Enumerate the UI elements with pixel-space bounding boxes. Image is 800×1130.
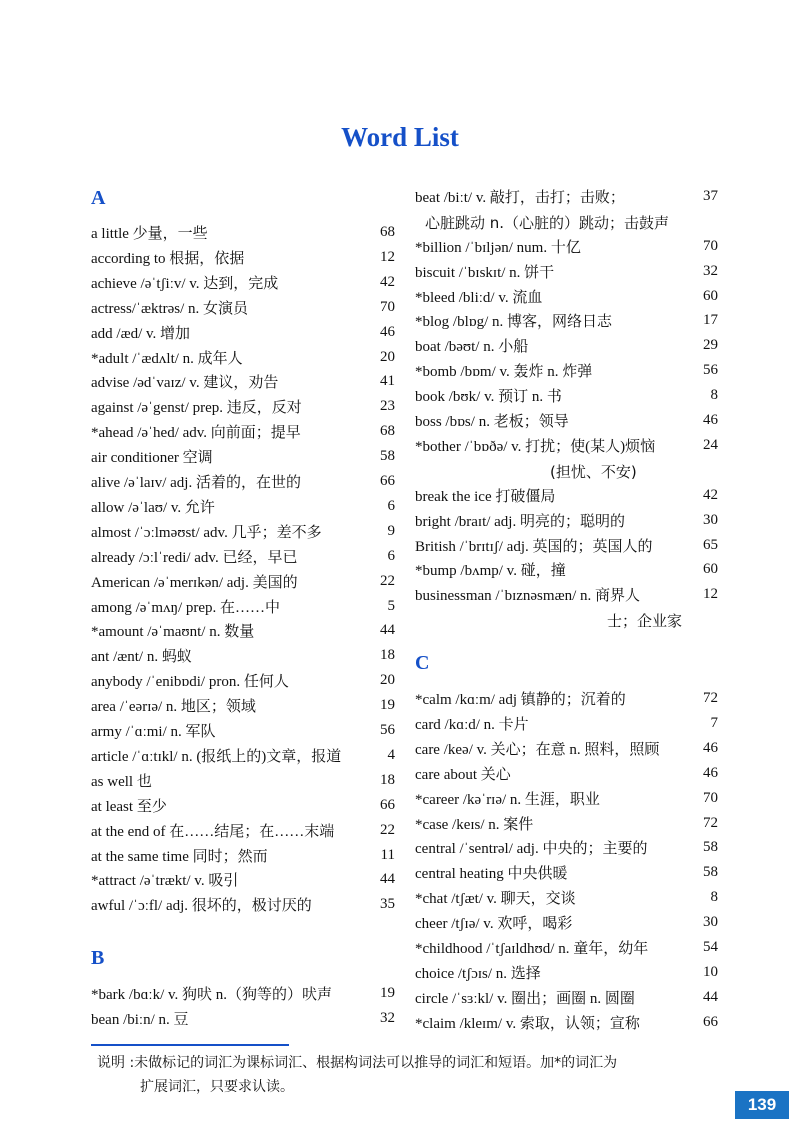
word-entry: [415, 359, 718, 381]
word-entry: [91, 595, 395, 617]
word-entry: [91, 794, 395, 816]
entry-page-number: 60: [703, 560, 718, 577]
word-entry: [91, 495, 395, 517]
word-entry: [415, 409, 718, 431]
entry-page-number: 32: [380, 1009, 395, 1026]
entry-page-number: 70: [703, 789, 718, 806]
word-entry: [91, 868, 395, 890]
entry-page-number: 42: [380, 273, 395, 290]
entry-word: biscuit /ˈbɪskɪt/ n. 饼干: [415, 264, 555, 281]
word-entry: [415, 986, 718, 1008]
entry-page-number: 70: [380, 298, 395, 315]
entry-page-number: 12: [380, 248, 395, 265]
entry-word: ant /ænt/ n. 蚂蚁: [91, 648, 192, 665]
word-entry: [415, 762, 718, 784]
entry-page-number: 66: [380, 472, 395, 489]
word-entry: [415, 185, 718, 207]
entry-word: as well 也: [91, 773, 152, 790]
entry-word: allow /əˈlaʊ/ v. 允许: [91, 499, 215, 516]
entry-page-number: 35: [380, 895, 395, 912]
entry-word: care /keə/ v. 关心；在意 n. 照料，照顾: [415, 741, 660, 758]
word-entry: [91, 669, 395, 691]
entry-page-number: 18: [380, 646, 395, 663]
entry-page-number: 22: [380, 572, 395, 589]
entry-page-number: 10: [703, 963, 718, 980]
entry-word: card /kɑːd/ n. 卡片: [415, 716, 529, 733]
entry-page-number: 56: [703, 361, 718, 378]
entry-word: *bleed /bliːd/ v. 流血: [415, 289, 543, 306]
word-entry: [91, 296, 395, 318]
section-letter-a: A: [91, 187, 106, 209]
entry-word: *case /keɪs/ n. 案件: [415, 816, 534, 833]
entry-word: break the ice 打破僵局: [415, 488, 556, 505]
word-entry: [91, 982, 395, 1004]
entry-page-number: 58: [703, 838, 718, 855]
footnote-line-2: 扩展词汇，只要求认读。: [140, 1079, 294, 1095]
entry-page-number: 20: [380, 671, 395, 688]
entry-page-number: 12: [703, 585, 718, 602]
word-entry: [91, 321, 395, 343]
entry-word: anybody /ˈenibɒdi/ pron. 任何人: [91, 673, 289, 690]
entry-page-number: 72: [703, 814, 718, 831]
entry-page-number: 18: [380, 771, 395, 788]
entry-word: *bomb /bɒm/ v. 轰炸 n. 炸弹: [415, 363, 593, 380]
entry-page-number: 46: [703, 739, 718, 756]
word-entry: [415, 434, 718, 456]
entry-word: at the same time 同时；然而: [91, 848, 268, 865]
entry-word: businessman /ˈbɪznəsmæn/ n. 商界人: [415, 587, 640, 604]
entry-word: central /ˈsentrəl/ adj. 中央的；主要的: [415, 840, 648, 857]
entry-word: at least 至少: [91, 798, 167, 815]
word-entry: [415, 235, 718, 257]
entry-page-number: 70: [703, 237, 718, 254]
entry-page-number: 22: [380, 821, 395, 838]
word-entry: [91, 744, 395, 766]
entry-page-number: 9: [387, 522, 395, 539]
entry-word: achieve /əˈtʃiːv/ v. 达到，完成: [91, 275, 279, 292]
entry-continuation: 心脏跳动 n.（心脏的）跳动；击鼓声: [425, 214, 670, 232]
entry-page-number: 30: [703, 511, 718, 528]
word-entry: [91, 769, 395, 791]
word-entry: [91, 271, 395, 293]
entry-page-number: 32: [703, 262, 718, 279]
entry-page-number: 46: [703, 411, 718, 428]
page-number: 139: [735, 1091, 789, 1119]
entry-word: among /əˈmʌŋ/ prep. 在……中: [91, 599, 281, 616]
word-entry: [415, 712, 718, 734]
entry-word: add /æd/ v. 增加: [91, 325, 191, 342]
entry-word: at the end of 在……结尾；在……末端: [91, 823, 335, 840]
word-entry: [91, 445, 395, 467]
word-entry: [415, 384, 718, 406]
word-entry: [91, 644, 395, 666]
entry-word: alive /əˈlaɪv/ adj. 活着的，在世的: [91, 474, 301, 491]
word-entry: [91, 619, 395, 641]
entry-word: cheer /tʃɪə/ v. 欢呼，喝彩: [415, 915, 573, 932]
entry-page-number: 44: [703, 988, 718, 1005]
entry-word: *bump /bʌmp/ v. 碰，撞: [415, 562, 566, 579]
entry-word: according to 根据，依据: [91, 250, 245, 267]
entry-word: *adult /ˈædʌlt/ n. 成年人: [91, 350, 243, 367]
entry-page-number: 17: [703, 311, 718, 328]
entry-page-number: 11: [380, 846, 395, 863]
entry-word: almost /ˈɔːlməʊst/ adv. 几乎；差不多: [91, 524, 322, 541]
entry-page-number: 23: [380, 397, 395, 414]
entry-word: beat /biːt/ v. 敲打，击打；击败；: [415, 189, 625, 206]
word-entry: [415, 583, 718, 605]
entry-page-number: 42: [703, 486, 718, 503]
entry-page-number: 4: [387, 746, 395, 763]
entry-word: awful /ˈɔːfl/ adj. 很坏的，极讨厌的: [91, 897, 312, 914]
word-entry: [415, 484, 718, 506]
entry-word: choice /tʃɔɪs/ n. 选择: [415, 965, 541, 982]
word-entry: [91, 844, 395, 866]
entry-word: *ahead /əˈhed/ adv. 向前面；提早: [91, 424, 301, 441]
entry-word: boat /bəʊt/ n. 小船: [415, 338, 529, 355]
word-entry: [91, 370, 395, 392]
entry-word: advise /ədˈvaɪz/ v. 建议，劝告: [91, 374, 279, 391]
entry-word: care about 关心: [415, 766, 511, 783]
entry-word: *chat /tʃæt/ v. 聊天，交谈: [415, 890, 576, 907]
entry-continuation: 士；企业家: [607, 612, 683, 630]
word-entry: [91, 819, 395, 841]
entry-word: already /ɔːlˈredi/ adv. 已经，早已: [91, 549, 298, 566]
entry-word: *bother /ˈbɒðə/ v. 打扰；使(某人)烦恼: [415, 438, 656, 455]
entry-page-number: 41: [380, 372, 395, 389]
entry-page-number: 44: [380, 621, 395, 638]
entry-page-number: 8: [710, 386, 718, 403]
entry-word: bean /biːn/ n. 豆: [91, 1011, 189, 1028]
word-entry: [415, 911, 718, 933]
word-entry: [415, 737, 718, 759]
section-letter-c: C: [415, 652, 430, 674]
entry-page-number: 24: [703, 436, 718, 453]
word-entry: [91, 719, 395, 741]
entry-page-number: 72: [703, 689, 718, 706]
entry-page-number: 44: [380, 870, 395, 887]
word-entry: [91, 420, 395, 442]
word-entry: [91, 570, 395, 592]
entry-page-number: 65: [703, 536, 718, 553]
page-title: Word List: [341, 122, 459, 152]
entry-page-number: 68: [380, 223, 395, 240]
word-entry: [415, 886, 718, 908]
word-entry: [415, 509, 718, 531]
entry-word: army /ˈɑːmi/ n. 军队: [91, 723, 216, 740]
word-entry: [91, 694, 395, 716]
entry-word: *billion /ˈbɪljən/ num. 十亿: [415, 239, 581, 256]
entry-page-number: 66: [703, 1013, 718, 1030]
entry-word: area /ˈeərɪə/ n. 地区；领域: [91, 698, 256, 715]
word-entry: [415, 260, 718, 282]
entry-page-number: 68: [380, 422, 395, 439]
entry-word: a little 少量，一些: [91, 225, 208, 242]
entry-word: against /əˈgenst/ prep. 违反，反对: [91, 399, 302, 416]
word-entry: [415, 936, 718, 958]
footnote-line-1: 说明 :未做标记的词汇为课标词汇、根据构词法可以推导的词汇和短语。加*的词汇为: [97, 1055, 618, 1071]
entry-page-number: 46: [380, 323, 395, 340]
entry-word: bright /braɪt/ adj. 明亮的；聪明的: [415, 513, 625, 530]
word-entry: [91, 221, 395, 243]
word-entry: [415, 836, 718, 858]
entry-word: *career /kəˈrɪə/ n. 生涯，职业: [415, 791, 600, 808]
entry-page-number: 66: [380, 796, 395, 813]
entry-word: air conditioner 空调: [91, 449, 213, 466]
word-entry: [415, 687, 718, 709]
entry-word: British /ˈbrɪtɪʃ/ adj. 英国的；英国人的: [415, 538, 653, 555]
word-entry: [415, 961, 718, 983]
entry-page-number: 20: [380, 348, 395, 365]
entry-page-number: 54: [703, 938, 718, 955]
entry-word: *bark /bɑːk/ v. 狗吠 n.（狗等的）吠声: [91, 986, 333, 1003]
word-entry: [415, 309, 718, 331]
entry-page-number: 6: [387, 497, 395, 514]
word-entry: [415, 534, 718, 556]
entry-word: actress/ˈæktrəs/ n. 女演员: [91, 300, 249, 317]
entry-word: *calm /kɑːm/ adj 镇静的；沉着的: [415, 691, 626, 708]
word-entry: [415, 787, 718, 809]
word-entry: [415, 1011, 718, 1033]
entry-page-number: 5: [387, 597, 395, 614]
entry-page-number: 46: [703, 764, 718, 781]
entry-continuation: (担忧、不安): [550, 463, 637, 481]
footnote-divider: [91, 1044, 289, 1046]
word-entry: [91, 395, 395, 417]
word-entry: [91, 545, 395, 567]
entry-word: circle /ˈsɜːkl/ v. 圈出；画圈 n. 圆圈: [415, 990, 635, 1007]
entry-word: boss /bɒs/ n. 老板；领导: [415, 413, 569, 430]
entry-word: *childhood /ˈtʃaɪldhʊd/ n. 童年，幼年: [415, 940, 649, 957]
entry-page-number: 6: [387, 547, 395, 564]
entry-word: American /əˈmerɪkən/ adj. 美国的: [91, 574, 298, 591]
word-entry: [415, 334, 718, 356]
word-entry: [91, 1007, 395, 1029]
entry-word: *claim /kleɪm/ v. 索取，认领；宣称: [415, 1015, 640, 1032]
word-entry: [415, 558, 718, 580]
entry-page-number: 37: [703, 187, 718, 204]
entry-word: *attract /əˈtrækt/ v. 吸引: [91, 872, 239, 889]
word-entry: [415, 285, 718, 307]
entry-word: *amount /əˈmaʊnt/ n. 数量: [91, 623, 255, 640]
word-entry: [91, 520, 395, 542]
entry-page-number: 7: [710, 714, 718, 731]
word-entry: [91, 246, 395, 268]
entry-page-number: 56: [380, 721, 395, 738]
entry-word: *blog /blɒg/ n. 博客，网络日志: [415, 313, 613, 330]
entry-page-number: 58: [703, 863, 718, 880]
word-entry: [415, 812, 718, 834]
entry-page-number: 19: [380, 696, 395, 713]
entry-page-number: 19: [380, 984, 395, 1001]
entry-page-number: 58: [380, 447, 395, 464]
entry-page-number: 29: [703, 336, 718, 353]
entry-page-number: 8: [710, 888, 718, 905]
section-letter-b: B: [91, 947, 105, 969]
word-entry: [415, 861, 718, 883]
entry-page-number: 30: [703, 913, 718, 930]
word-entry: [91, 893, 395, 915]
entry-word: book /bʊk/ v. 预订 n. 书: [415, 388, 562, 405]
entry-word: central heating 中央供暖: [415, 865, 568, 882]
entry-page-number: 60: [703, 287, 718, 304]
word-entry: [91, 346, 395, 368]
word-entry: [91, 470, 395, 492]
entry-word: article /ˈɑːtɪkl/ n. (报纸上的)文章，报道: [91, 748, 342, 765]
